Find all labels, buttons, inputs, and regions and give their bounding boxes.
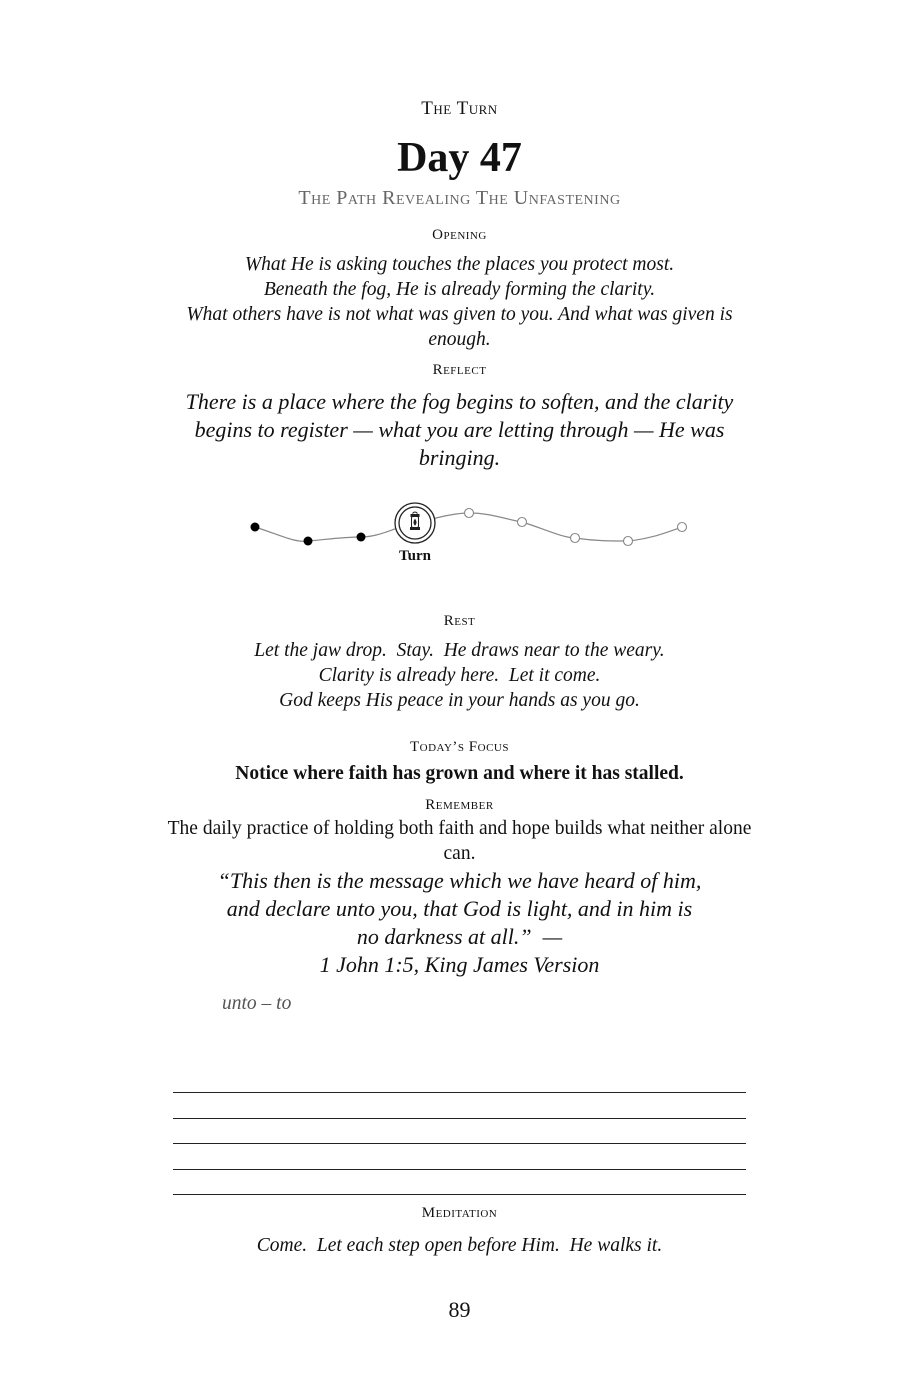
verse-line: and declare unto you, that God is light, and in him is xyxy=(226,896,693,921)
journal-line[interactable] xyxy=(173,1143,746,1144)
journey-current-label: Turn xyxy=(399,548,431,564)
opening-text xyxy=(0,252,919,352)
journal-line[interactable] xyxy=(173,1092,746,1093)
remember-text xyxy=(0,816,919,866)
journey-step-completed xyxy=(251,523,260,532)
rest-line: Let the jaw drop. Stay. He draws near to the weary. xyxy=(254,640,665,661)
rest-line: God keeps His peace in your hands as you go. xyxy=(279,690,640,711)
scripture-quote xyxy=(0,867,919,979)
rest-line: Clarity is already here. Let it come. xyxy=(318,665,601,686)
journey-step-upcoming xyxy=(624,537,633,546)
journal-line[interactable] xyxy=(173,1118,746,1119)
verse-line: no darkness at all.” — xyxy=(356,924,563,949)
opening-line: What others have is not what was given to you. And what was given is enough. xyxy=(186,304,733,350)
reflect-label: Reflect xyxy=(432,362,487,378)
reflect-text xyxy=(0,388,919,472)
journey-step-upcoming xyxy=(518,518,527,527)
rest-text xyxy=(0,638,919,713)
journey-path xyxy=(0,495,919,575)
focus-label: Today’s Focus xyxy=(410,739,509,755)
verse-line: “This then is the message which we have heard of him, xyxy=(217,868,702,893)
meditation-label: Meditation xyxy=(421,1205,498,1221)
rest-label: Rest xyxy=(443,613,476,629)
part-title: The Turn xyxy=(421,98,498,119)
remember-label: Remember xyxy=(425,797,494,813)
remember-paragraph: The daily practice of holding both faith and hope builds what neither alone can. xyxy=(167,818,752,864)
verse-reference: 1 John 1:5, King James Version xyxy=(319,952,600,977)
word-gloss: unto – to xyxy=(222,993,292,1014)
journal-line[interactable] xyxy=(173,1169,746,1170)
journey-step-completed xyxy=(304,537,313,546)
opening-label: Opening xyxy=(432,227,487,243)
opening-line: Beneath the fog, He is already forming the clarity. xyxy=(263,279,656,300)
journey-step-completed xyxy=(357,533,366,542)
journey-step-upcoming xyxy=(571,534,580,543)
journal-lines[interactable] xyxy=(173,1092,746,1220)
meditation-text: Come. Let each step open before Him. He walks it. xyxy=(256,1235,663,1256)
page-number: 89 xyxy=(448,1297,471,1322)
journey-step-upcoming xyxy=(465,509,474,518)
day-subtitle: The Path Revealing The Unfastening xyxy=(298,187,621,209)
journal-line[interactable] xyxy=(173,1194,746,1195)
reflect-paragraph: There is a place where the fog begins to soften, and the clarity begins to register — what you are letting through — He was bringing. xyxy=(185,389,734,470)
journey-current-step xyxy=(395,503,435,543)
focus-text: Notice where faith has grown and where it has stalled. xyxy=(235,763,684,784)
opening-line: What He is asking touches the places you protect most. xyxy=(244,254,675,275)
day-title: Day 47 xyxy=(397,135,522,181)
journey-step-upcoming xyxy=(678,523,687,532)
